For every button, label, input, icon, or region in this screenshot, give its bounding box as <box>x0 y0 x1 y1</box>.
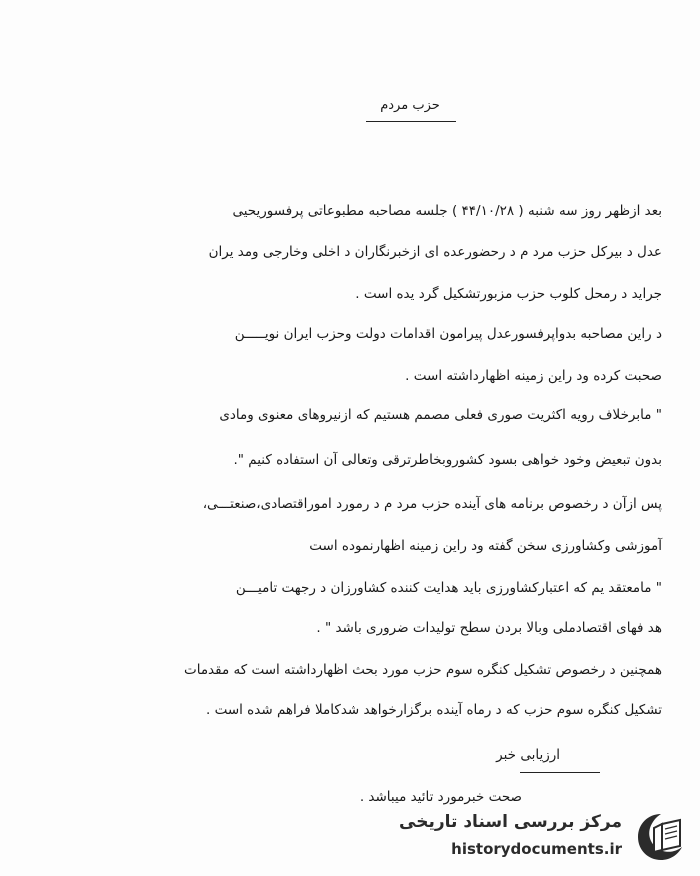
body-line-2: عدل د بیرکل حزب مرد م د رحضورعده ای ازخبرنگاران د اخلی وخارجی ومد یران <box>208 244 662 260</box>
body-line-10: " مامعتقد یم که اعتبارکشاورزی باید هدایت کننده کشاورزان د رجهت تامیـــن <box>235 580 662 596</box>
watermark <box>399 806 690 868</box>
book-logo-icon <box>632 810 690 864</box>
body-line-5: صحبت کرده ود راین زمینه اظهارداشته است . <box>405 368 662 384</box>
body-line-4: د راین مصاحبه بدواپرفسورعدل پیرامون اقدامات دولت وحزب ایران نویـــــن <box>234 326 662 342</box>
document-title: حزب مردم <box>380 98 440 113</box>
body-line-12: همچنین د رخصوص تشکیل کنگره سوم حزب مورد بحث اظهارداشته است که مقدمات <box>184 662 662 678</box>
body-line-8: پس ازآن د رخصوص برنامه های آینده حزب مرد م د رمورد اموراقتصادی،صنعتـــی، <box>202 496 662 512</box>
body-line-7: بدون تبعیض وخود خواهی بسود کشوروبخاطرترقی وتعالی آن استفاده کنیم ". <box>233 452 662 468</box>
watermark-url: historydocuments.ir <box>451 840 622 858</box>
body-line-11: هد فهای اقتصادملی وبالا بردن سطح تولیدات ضروری باشد " . <box>316 620 662 636</box>
footer-underline <box>520 772 600 773</box>
body-line-3: جراید د رمحل کلوب حزب مزبورتشکیل گرد یده است . <box>355 286 662 302</box>
watermark-name: مرکز بررسی اسناد تاریخی <box>399 812 622 832</box>
news-evaluation-text: صحت خبرمورد تائید میباشد . <box>359 789 522 805</box>
title-underline <box>366 121 456 122</box>
body-line-13: تشکیل کنگره سوم حزب که د رماه آینده برگزارخواهد شدکاملا فراهم شده است . <box>205 702 662 718</box>
body-line-9: آموزشی وکشاورزی سخن گفته ود راین زمینه اظهارنموده است <box>309 538 662 554</box>
news-evaluation-label: ارزیابی خبر <box>496 747 560 763</box>
body-line-1: بعد ازظهر روز سه شنبه ( ۴۴/۱۰/۲۸ ) جلسه مصاحبه مطبوعاتی پرفسوریحیی <box>232 203 662 219</box>
body-line-6: " مابرخلاف رویه اکثریت صوری فعلی مصمم هستیم که ازنیروهای معنوی ومادی <box>219 407 662 423</box>
